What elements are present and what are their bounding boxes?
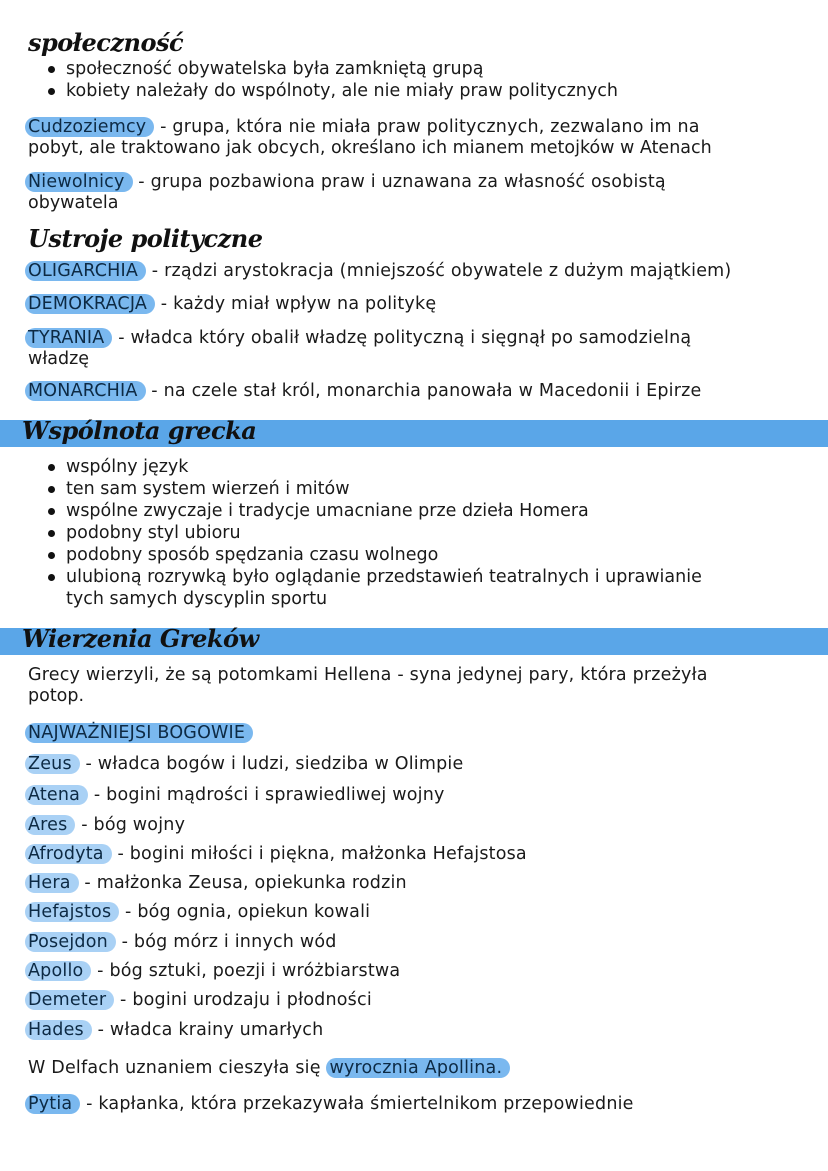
bullets-wspolnota bbox=[46, 456, 702, 610]
term-highlight: DEMOKRACJA bbox=[25, 294, 155, 314]
heading-ustroje: Ustroje polityczne bbox=[28, 224, 263, 253]
bullet-icon bbox=[48, 464, 55, 471]
god-line: Hera - małżonka Zeusa, opiekunka rodzin bbox=[28, 872, 407, 894]
ustroj-line: DEMOKRACJA - każdy miał wpływ na politykę bbox=[28, 293, 436, 315]
cudzoziemcy-cont: pobyt, ale traktowano jak obcych, określano ich mianem metojków w Atenach bbox=[28, 138, 712, 158]
list-item: wspólne zwyczaje i tradycje umacniane prze dzieła Homera bbox=[46, 500, 702, 522]
god-line: Ares - bóg wojny bbox=[28, 814, 185, 836]
term-highlight: OLIGARCHIA bbox=[25, 261, 146, 281]
heading-wierzenia: Wierzenia Greków bbox=[22, 624, 259, 653]
god-line: Atena - bogini mądrości i sprawiedliwej wojny bbox=[28, 784, 445, 806]
god-name: Apollo bbox=[25, 961, 91, 981]
section-band-wspolnota bbox=[0, 416, 828, 447]
bullet-icon bbox=[48, 552, 55, 559]
niewolnicy-line: Niewolnicy - grupa pozbawiona praw i uznawana za własność osobistą bbox=[28, 171, 666, 193]
section-band-wierzenia bbox=[0, 624, 828, 655]
god-name: Afrodyta bbox=[25, 844, 112, 864]
list-item: kobiety należały do wspólnoty, ale nie miały praw politycznych bbox=[46, 80, 618, 102]
heading-spolecznosc: społeczność bbox=[28, 28, 184, 57]
bullets-spolecznosc bbox=[46, 58, 618, 102]
god-name: Zeus bbox=[25, 754, 80, 774]
bullet-icon bbox=[48, 66, 55, 73]
intro-line: Grecy wierzyli, że są potomkami Hellena - syna jedynej pary, która przeżyła bbox=[28, 665, 708, 685]
god-line: Posejdon - bóg mórz i innych wód bbox=[28, 931, 337, 953]
god-line: Zeus - władca bogów i ludzi, siedziba w Olimpie bbox=[28, 753, 463, 775]
bullet-icon bbox=[48, 530, 55, 537]
ustroj-cont: władzę bbox=[28, 349, 90, 369]
god-name: Hera bbox=[25, 873, 79, 893]
god-line: Apollo - bóg sztuki, poezji i wróżbiarstwa bbox=[28, 960, 400, 982]
god-line: Hades - władca krainy umarłych bbox=[28, 1019, 323, 1041]
gods-label: NAJWAŻNIEJSI BOGOWIE bbox=[25, 723, 253, 743]
term-highlight: Niewolnicy bbox=[25, 172, 133, 192]
list-item: podobny sposób spędzania czasu wolnego bbox=[46, 544, 702, 566]
list-item: społeczność obywatelska była zamkniętą grupą bbox=[46, 58, 618, 80]
god-name: Ares bbox=[25, 815, 75, 835]
heading-wspolnota: Wspólnota grecka bbox=[22, 416, 257, 445]
bullet-icon bbox=[48, 88, 55, 95]
niewolnicy-cont: obywatela bbox=[28, 193, 119, 213]
god-name: Atena bbox=[25, 785, 88, 805]
list-item: podobny styl ubioru bbox=[46, 522, 702, 544]
bullet-icon bbox=[48, 486, 55, 493]
intro-cont: potop. bbox=[28, 686, 85, 706]
ustroj-line: OLIGARCHIA - rządzi arystokracja (mniejszość obywatele z dużym majątkiem) bbox=[28, 260, 731, 282]
delfy-line: W Delfach uznaniem cieszyła się wyrocznia Apollina. bbox=[28, 1057, 510, 1079]
list-item: wspólny język bbox=[46, 456, 702, 478]
term-highlight: Pytia bbox=[25, 1094, 80, 1114]
god-line: Demeter - bogini urodzaju i płodności bbox=[28, 989, 372, 1011]
ustroj-line: TYRANIA - władca który obalił władzę polityczną i sięgnął po samodzielną bbox=[28, 327, 691, 349]
list-item: ten sam system wierzeń i mitów bbox=[46, 478, 702, 500]
ustroj-line: MONARCHIA - na czele stał król, monarchia panowała w Macedonii i Epirze bbox=[28, 380, 701, 402]
god-name: Posejdon bbox=[25, 932, 116, 952]
list-item: ulubioną rozrywką było oglądanie przedstawień teatralnych i uprawianie tych samych dyscyplin sportu bbox=[46, 566, 702, 610]
god-line: Hefajstos - bóg ognia, opiekun kowali bbox=[28, 901, 370, 923]
term-highlight: TYRANIA bbox=[25, 328, 112, 348]
pytia-line: Pytia - kapłanka, która przekazywała śmiertelnikom przepowiednie bbox=[28, 1093, 634, 1115]
bullet-icon bbox=[48, 508, 55, 515]
gods-label-line bbox=[28, 722, 253, 744]
cudzoziemcy-line: Cudzoziemcy - grupa, która nie miała praw politycznych, zezwalano im na bbox=[28, 116, 700, 138]
god-name: Hefajstos bbox=[25, 902, 119, 922]
term-highlight: wyrocznia Apollina. bbox=[326, 1058, 510, 1078]
bullet-icon bbox=[48, 574, 55, 581]
god-name: Demeter bbox=[25, 990, 114, 1010]
god-line: Afrodyta - bogini miłości i piękna, małżonka Hefajstosa bbox=[28, 843, 527, 865]
god-name: Hades bbox=[25, 1020, 92, 1040]
term-highlight: Cudzoziemcy bbox=[25, 117, 154, 137]
term-highlight: MONARCHIA bbox=[25, 381, 146, 401]
